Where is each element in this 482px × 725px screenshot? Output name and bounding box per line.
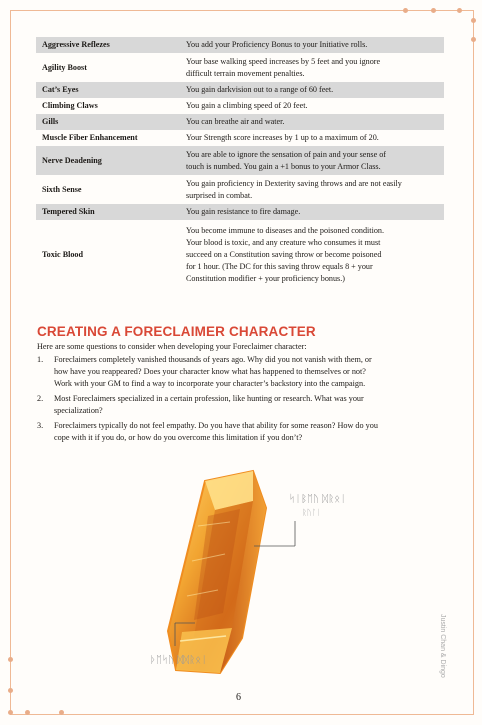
crystal-illustration [150,466,375,681]
table-row [36,98,444,114]
table-row [36,114,444,130]
table-row [36,175,444,204]
table-row [36,204,444,220]
svg-text:ᚱᚢᛚᛁ: ᚱᚢᛚᛁ [302,508,322,517]
table-row [36,220,444,290]
trait-description: You gain proficiency in Dexterity saving throws and are not easily surprised in combat. [186,178,402,200]
annotation-upper [254,493,346,546]
table-row [36,82,444,98]
frame-bottom [10,714,474,715]
crystal-shape [168,471,266,673]
frame-dot [8,710,13,715]
artist-credit: Justin Chan & Dingo [439,614,446,678]
trait-description: You can breathe air and water. [186,117,285,126]
list-text: Foreclaimers completely vanished thousands of years ago. Why did you not vanish with them, or how have you reappeared? Does your character know what has happened to themselves or not? Work with your GM to find a way to incorporate your character’s backstory into the campaign. [54,355,372,388]
frame-dot [8,688,13,693]
list-item [37,393,447,417]
trait-name: Agility Boost [42,62,87,72]
frame-dot [8,657,13,662]
list-number: 2. [37,394,44,403]
table-row [36,53,444,82]
trait-name: Climbing Claws [42,101,98,110]
trait-name: Muscle Fiber Enhancement [42,133,138,142]
list-text: Most Foreclaimers specialized in a certain profession, like hunting or research. What was your specialization? [54,394,364,415]
trait-description: You gain resistance to fire damage. [186,207,301,216]
trait-description: You gain darkvision out to a range of 60 feet. [186,85,334,94]
trait-name: Cat’s Eyes [42,85,79,94]
frame-dot [403,8,408,13]
trait-description: You are able to ignore the sensation of pain and your sense of touch is numbed. You gain a +1 bonus to your Armor Class. [186,149,386,171]
trait-name: Nerve Deadening [42,155,102,165]
svg-text:ᛋᛁᛒᛖᚢ ᛞᚱᛟᛁ: ᛋᛁᛒᛖᚢ ᛞᚱᛟᛁ [289,494,347,505]
frame-dot [457,8,462,13]
section-heading: CREATING A FORECLAIMER CHARACTER [37,324,316,339]
frame-right [473,10,474,715]
table-row [36,130,444,146]
trait-name: Sixth Sense [42,184,82,194]
trait-name: Gills [42,117,59,126]
list-item [37,354,447,390]
list-number: 1. [37,355,44,364]
frame-dot [431,8,436,13]
list-item [37,420,447,444]
frame-dot [471,18,476,23]
table-row [36,37,444,53]
trait-description: Your Strength score increases by 1 up to a maximum of 20. [186,133,379,142]
list-number: 3. [37,421,44,430]
trait-description: You add your Proficiency Bonus to your Initiative rolls. [186,40,368,49]
frame-dot [25,710,30,715]
table-row [36,146,444,175]
frame-dot [471,37,476,42]
section-intro: Here are some questions to consider when developing your Foreclaimer character: [37,342,307,351]
traits-table [36,37,444,290]
trait-description: Your base walking speed increases by 5 feet and you ignore difficult terrain movement penalties. [186,56,381,78]
trait-description: You gain a climbing speed of 20 feet. [186,101,308,110]
list-text: Foreclaimers typically do not feel empathy. Do you have that ability for some reason? How do you cope with it if you do, or how do you overcome this limitation if you don’t? [54,421,378,442]
frame-dot [59,710,64,715]
trait-name: Toxic Blood [42,250,84,259]
question-list [37,354,447,447]
frame-left [10,10,11,715]
trait-description: You become immune to diseases and the poisoned condition. Your blood is toxic, and any creature who consumes it must succeed on a Constitution saving throw or become poisoned for 1 hour. (The DC for this saving throw equals 8 + your Constitution modifier + your proficiency bonus.) [186,226,384,283]
trait-name: Aggressive Reflezes [42,40,110,49]
trait-name: Tempered Skin [42,207,95,216]
svg-text:ᚦᛖᛋᚢ ᛞᛞᚱᛟᛁ: ᚦᛖᛋᚢ ᛞᛞᚱᛟᛁ [150,655,208,666]
page-number: 6 [236,692,241,703]
